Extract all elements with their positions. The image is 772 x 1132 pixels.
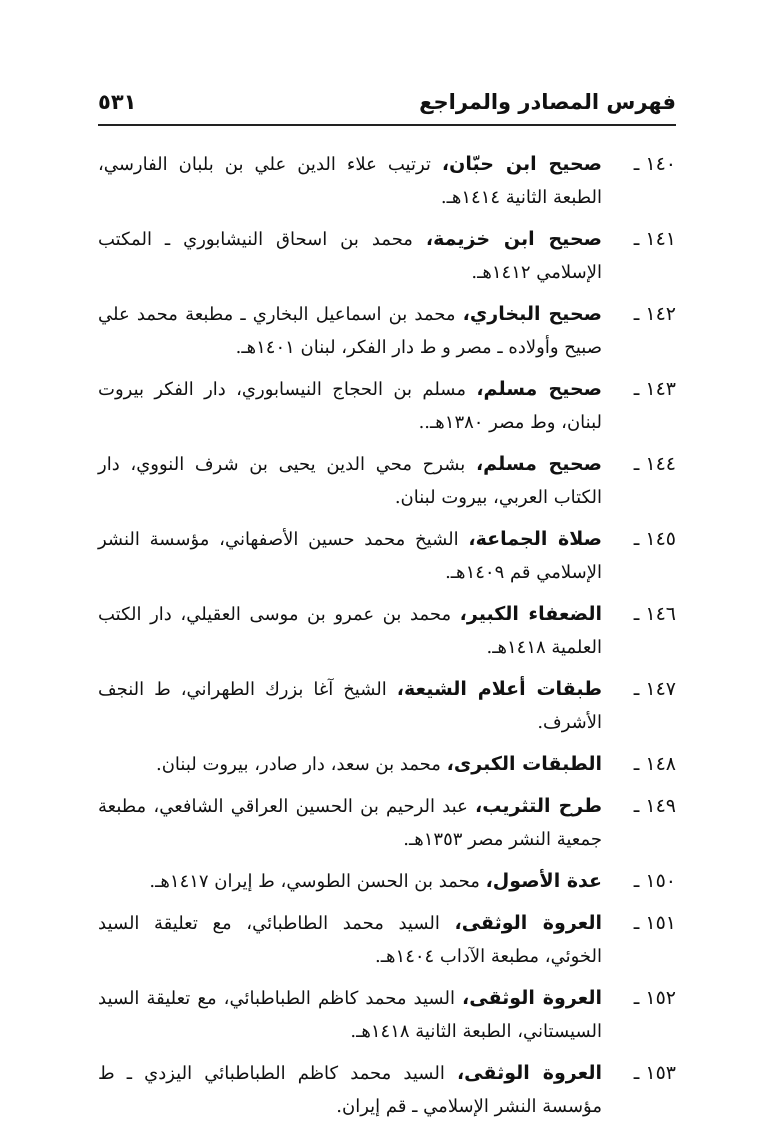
entry-number: ١٤٤ ـ [633, 453, 676, 475]
entry-details: محمد بن سعد، دار صادر، بيروت لبنان. [155, 754, 447, 775]
bibliography-entry [98, 598, 676, 664]
entry-details: السيد محمد الطاطبائي، مع تعليقة السيد الخوئي، مطبعة الآداب ١٤٠٤هـ. [98, 913, 602, 967]
entry-title: الضعفاء الكبير، [459, 603, 603, 625]
entry-details: عبد الرحيم بن الحسين العراقي الشافعي، مطبعة جمعية النشر مصر ١٣٥٣هـ. [98, 796, 602, 850]
entry-number: ١٥١ ـ [633, 912, 676, 934]
bibliography-entry [98, 907, 676, 973]
entry-title: صحيح البخاري، [462, 303, 602, 325]
entry-title: العروة الوثقى، [456, 1062, 602, 1084]
entry-title: الطبقات الكبرى، [446, 753, 602, 775]
entry-number: ١٤٩ ـ [633, 795, 676, 817]
entry-number: ١٤٠ ـ [633, 153, 676, 175]
bibliography-entry [98, 373, 676, 439]
entry-body [98, 298, 602, 364]
entry-number: ١٤١ ـ [633, 228, 676, 250]
entry-body [98, 373, 602, 439]
bibliography-entry [98, 298, 676, 364]
header-rule [98, 124, 676, 126]
entry-details: السيد محمد كاظم الطباطبائي، مع تعليقة السيد السيستاني، الطبعة الثانية ١٤١٨هـ. [98, 988, 602, 1042]
entry-details: محمد بن عمرو بن موسى العقيلي، دار الكتب العلمية ١٤١٨هـ. [98, 604, 602, 658]
entry-number: ١٤٢ ـ [633, 303, 676, 325]
bibliography-entry [98, 523, 676, 589]
entry-body [98, 907, 602, 973]
entry-body [98, 148, 602, 214]
entry-body [98, 673, 602, 739]
page-number: ٥٣١ [98, 90, 137, 114]
entry-number: ١٤٧ ـ [633, 678, 676, 700]
entry-body [98, 223, 602, 289]
entry-title: عدة الأصول، [485, 870, 602, 892]
entry-body [98, 865, 602, 898]
entry-details: الشيخ محمد حسين الأصفهاني، مؤسسة النشر الإسلامي قم ١٤٠٩هـ. [98, 529, 602, 583]
entry-details: ترتيب علاء الدين علي بن بلبان الفارسي، الطبعة الثانية ١٤١٤هـ. [98, 154, 602, 208]
entry-number: ١٤٦ ـ [633, 603, 676, 625]
entry-details: محمد بن الحسن الطوسي، ط إيران ١٤١٧هـ. [149, 871, 486, 892]
entry-body [98, 1057, 602, 1123]
page-header [98, 84, 676, 120]
bibliography-entry [98, 982, 676, 1048]
entry-title: صحيح ابن خزيمة، [425, 228, 602, 250]
entry-number: ١٤٣ ـ [633, 378, 676, 400]
page-title: فهرس المصادر والمراجع [419, 90, 676, 114]
bibliography-entry [98, 790, 676, 856]
entry-number: ١٤٨ ـ [633, 753, 676, 775]
entry-number: ١٥٠ ـ [633, 870, 676, 892]
bibliography-entry [98, 223, 676, 289]
entry-title: العروة الوثقى، [462, 987, 603, 1009]
bibliography-entry [98, 748, 676, 781]
entry-title: صحيح ابن حبّان، [441, 153, 602, 175]
entry-details: السيد محمد كاظم الطباطبائي اليزدي ـ ط مؤسسة النشر الإسلامي ـ قم إيران. [98, 1063, 602, 1117]
bibliography-entry [98, 148, 676, 214]
entry-body [98, 790, 602, 856]
entry-title: صحيح مسلم، [476, 378, 603, 400]
entry-body [98, 523, 602, 589]
entry-title: طرح التثريب، [475, 795, 602, 817]
entry-title: طبقات أعلام الشيعة، [396, 678, 602, 700]
bibliography-entry [98, 448, 676, 514]
bibliography-list [98, 148, 676, 1132]
entry-details: الشيخ آغا بزرك الطهراني، ط النجف الأشرف. [98, 679, 602, 733]
bibliography-entry [98, 1057, 676, 1123]
entry-body [98, 748, 602, 781]
bibliography-entry [98, 865, 676, 898]
entry-number: ١٤٥ ـ [633, 528, 676, 550]
entry-details: بشرح محي الدين يحيى بن شرف النووي، دار الكتاب العربي، بيروت لبنان. [98, 454, 602, 508]
entry-number: ١٥٢ ـ [633, 987, 676, 1009]
entry-body [98, 598, 602, 664]
entry-details: مسلم بن الحجاج النيسابوري، دار الفكر بيروت لبنان، وط مصر ١٣٨٠هـ.. [98, 379, 602, 433]
entry-title: صلاة الجماعة، [468, 528, 602, 550]
entry-details: محمد بن اسحاق النيشابوري ـ المكتب الإسلامي ١٤١٢هـ. [98, 229, 602, 283]
bibliography-entry [98, 673, 676, 739]
entry-title: العروة الوثقى، [454, 912, 603, 934]
entry-body [98, 448, 602, 514]
entry-details: محمد بن اسماعيل البخاري ـ مطبعة محمد علي صبيح وأولاده ـ مصر و ط دار الفكر، لبنان ١٤٠١هـ. [98, 304, 602, 358]
entry-body [98, 982, 602, 1048]
entry-title: صحيح مسلم، [475, 453, 603, 475]
entry-number: ١٥٣ ـ [633, 1062, 676, 1084]
